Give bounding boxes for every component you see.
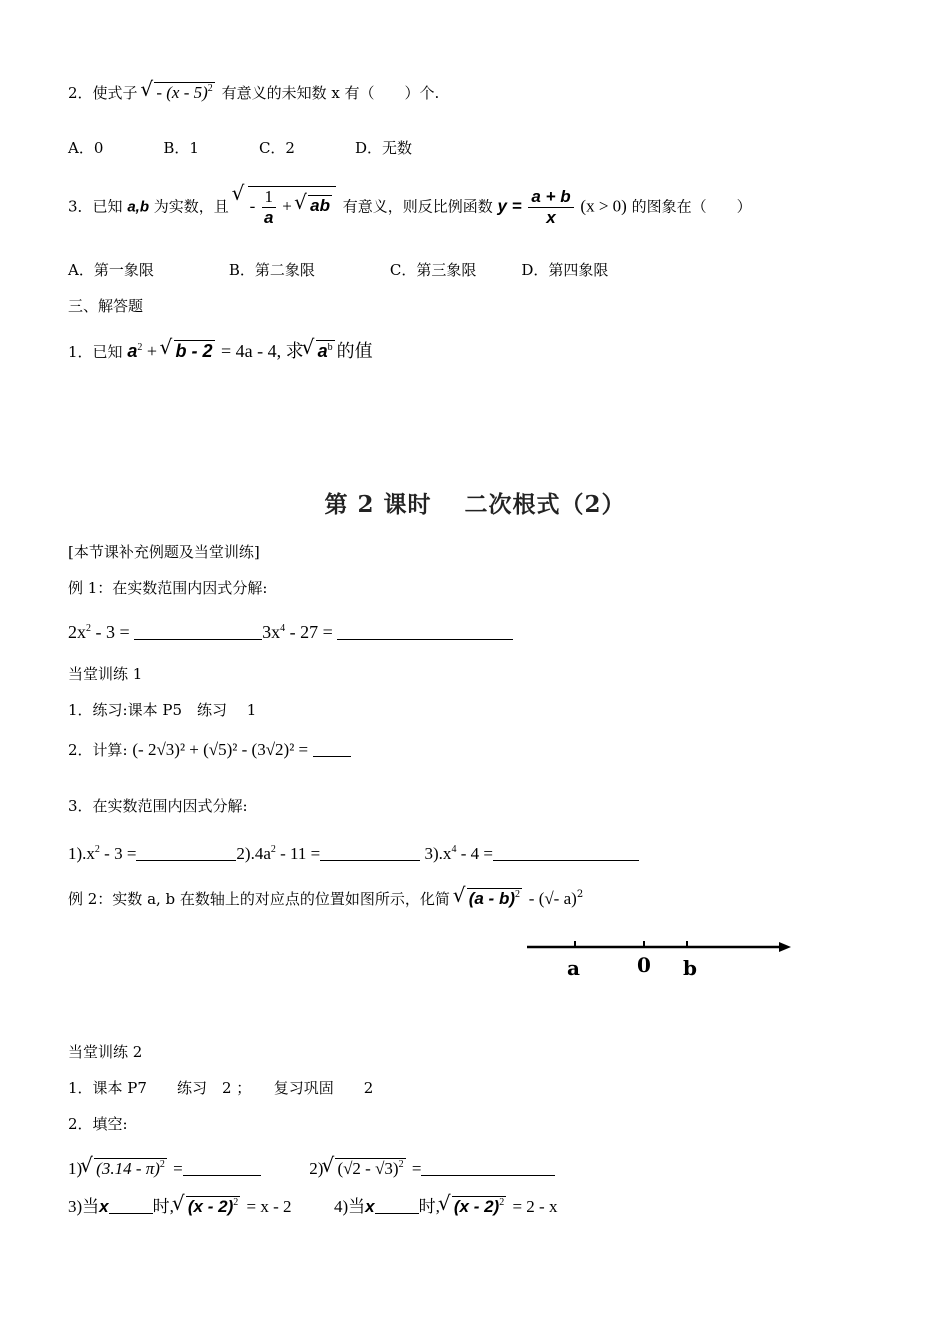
training-1-item-3: 3．在实数范围内因式分解: — [68, 797, 248, 815]
training-2-item-1: 1．课本 P7 练习 2 ； 复习巩固 2 — [68, 1079, 374, 1097]
blank[interactable] — [337, 624, 513, 640]
blank[interactable] — [183, 1160, 261, 1176]
q3-y: y = — [497, 196, 522, 216]
q3-ab: a,b — [127, 198, 150, 216]
q3-mid2: 有意义，则反比例函数 — [342, 197, 493, 216]
axis-label-0: 0 — [637, 953, 651, 977]
q3-radical: √ - $\frac{1}{a}$ + √ ab — [234, 186, 336, 228]
solve-1: 1．已知 $a^2$ + √ b - 2 = 4a - 4, 求√ $a^b$ 的值 — [68, 340, 373, 362]
question-3 — [68, 186, 752, 228]
example-1-equations: $2x^2 - 3 = 3x^4 - 27$ = — [68, 622, 513, 642]
training-1-item-1: 1．练习:课本 P5 练习 1 — [68, 701, 257, 719]
question-2 — [68, 82, 439, 103]
fill-row-2: 3)当x 时,√ (x - 2)$^2$ = x - 2 4)当x 时,√ (x - 2)$^2$ = 2 - x — [68, 1196, 557, 1217]
lesson-title: 第 2 课时 二次根式（2） — [324, 491, 626, 518]
number-line — [527, 930, 797, 990]
section-3-heading: 三、解答题 — [68, 297, 144, 315]
training-2-item-2: 2．填空: — [68, 1115, 128, 1133]
blank[interactable] — [136, 845, 236, 861]
axis-label-a: a — [567, 956, 580, 980]
q3-number: 3．已知 — [68, 197, 123, 216]
example-1: 例 1：在实数范围内因式分解: — [68, 579, 268, 597]
training-1-item-2: 2．计算: (- 2√3)² + (√5)² - (3√2)² = — [68, 740, 351, 760]
q3-function-fraction: $\frac{a + b}{x}$ — [528, 187, 573, 228]
blank[interactable] — [109, 1198, 153, 1214]
arrow-icon — [779, 942, 791, 952]
q3-tail: 的图象在（ ） — [631, 197, 752, 216]
training-1-heading: 当堂训练 1 — [68, 665, 143, 683]
blank[interactable] — [375, 1198, 419, 1214]
blank[interactable] — [320, 845, 420, 861]
question-3-options: A．第一象限 B．第二象限 C．第三象限 D．第四象限 — [68, 261, 609, 279]
blank[interactable] — [134, 624, 262, 640]
q3-condition: (x > 0) — [580, 196, 627, 216]
training-1-factor-equations: $1).x^2 - 3 = 2).4a^2 - 11 = 3).x^4 - 4$ = — [68, 844, 639, 864]
example-2: 例 2：实数 a, b 在数轴上的对应点的位置如图所示，化简 √ (a - b)$^2$ - (√- a)$^2$ — [68, 888, 583, 909]
s1-number: 1．已知 — [68, 343, 123, 361]
q2-number: 2．使式子 — [68, 84, 138, 102]
training-2-heading: 当堂训练 2 — [68, 1043, 143, 1061]
axis-label-b: b — [683, 956, 697, 980]
blank[interactable] — [493, 845, 639, 861]
blank[interactable] — [313, 741, 351, 757]
fill-row-1: 1)√ (3.14 - π)$^2$ = 2)√ (√2 - √3)$^2$ = — [68, 1158, 555, 1179]
question-2-options: A．0 B．1 C．2 D．无数 — [68, 139, 412, 157]
q2-tail: 有意义的未知数 x 有（ ）个. — [221, 84, 440, 102]
supplement-heading: [本节课补充例题及当堂训练] — [68, 543, 260, 561]
blank[interactable] — [421, 1160, 555, 1176]
q2-radical: √ - (x - 5)$^2$ — [142, 82, 214, 103]
q3-mid: 为实数，且 — [153, 197, 229, 216]
